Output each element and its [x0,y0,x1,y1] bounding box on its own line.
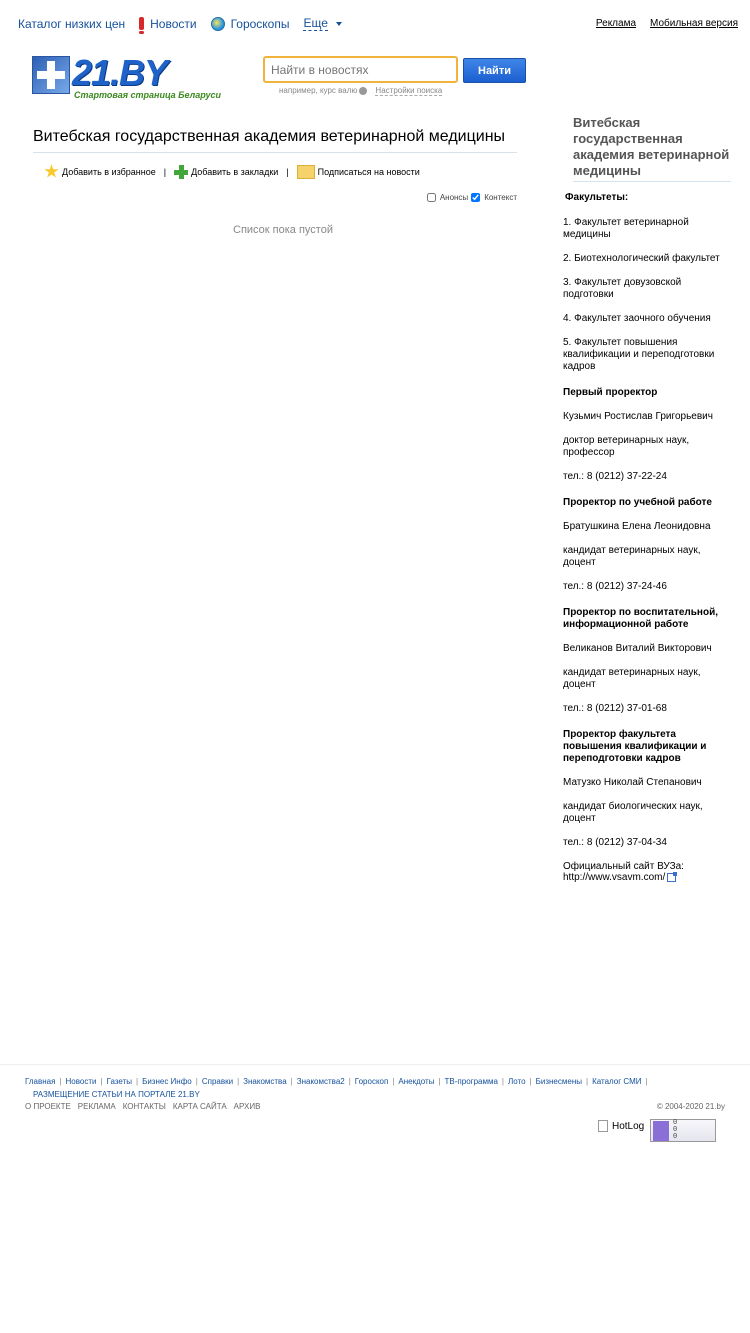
vice-rector-heading: Проректор по воспитательной, информационной работе [563,607,718,630]
news-nav-item[interactable] [139,17,196,31]
broken-image-icon [598,1120,608,1132]
vice-rector-name: Кузьмич Ростислав Григорьевич [563,411,713,422]
top-links [596,18,738,29]
vice-rector-phone: тел.: 8 (0212) 37-01-68 [563,703,667,714]
footer-bottom-links [25,1102,260,1111]
sidebar-title: Витебская государственная академия ветеринарной медицины [573,115,731,182]
copyright: © 2004-2020 21.by [656,1102,725,1111]
action-bar [44,164,420,179]
list-item: 2. Биотехнологический факультет [563,253,720,264]
footer-link-horoscope[interactable]: Гороскоп [354,1077,389,1086]
more-link[interactable]: Еще [303,16,328,30]
footer-link-business-info[interactable]: Бизнес Инфо [142,1077,192,1086]
hotlog-label: HotLog [612,1120,645,1132]
footer-about-link[interactable]: О ПРОЕКТЕ [25,1102,71,1111]
separator: | [645,1077,648,1086]
envelope-icon [297,165,315,179]
star-icon [44,164,59,179]
separator: | [237,1077,240,1086]
separator: | [438,1077,441,1086]
separator: | [348,1077,351,1086]
announcements-label: Анонсы [439,193,469,202]
separator: | [286,166,289,177]
vice-rector-heading: Проректор по учебной работе [563,497,712,508]
plus-icon [174,165,188,179]
footer-link-post-article[interactable]: РАЗМЕЩЕНИЕ СТАТЬИ НА ПОРТАЛЕ 21.BY [33,1090,200,1099]
footer-link-media-catalog[interactable]: Каталог СМИ [592,1077,642,1086]
vice-rector-block [563,729,731,849]
empty-list-message: Список пока пустой [233,224,333,236]
external-link-icon [667,873,676,882]
add-bookmarks-button[interactable] [174,165,278,179]
list-item: 1. Факультет ветеринарной медицины [563,217,689,240]
logo-brand: 21.BY [72,52,168,93]
hit-counter[interactable] [650,1119,716,1142]
faculties-list [563,217,731,373]
search-input[interactable] [263,56,458,83]
vice-rector-phone: тел.: 8 (0212) 37-04-34 [563,837,667,848]
counter-digit: 0 [673,1119,678,1127]
separator: | [195,1077,198,1086]
counter-digits [673,1120,677,1141]
announcements-checkbox[interactable] [427,193,436,202]
more-menu[interactable] [303,16,341,31]
footer-ads-link[interactable]: РЕКЛАМА [77,1102,116,1111]
official-site-link[interactable]: http://www.vsavm.com/ [563,872,666,883]
footer-archive-link[interactable]: АРХИВ [233,1102,261,1111]
separator: | [59,1077,62,1086]
vice-rector-phone: тел.: 8 (0212) 37-24-46 [563,581,667,592]
separator: | [586,1077,589,1086]
vice-rector-name: Братушкина Елена Леонидовна [563,521,711,532]
search-hint-text: например, курс валю [279,86,358,95]
faculties-heading: Факультеты: [565,192,629,203]
zodiac-icon [211,17,225,31]
vice-rector-block [563,497,731,593]
vice-rector-name: Матузко Николай Степанович [563,777,702,788]
filters [427,193,517,202]
vice-rector-degree: кандидат биологических наук, доцент [563,801,703,824]
vice-rector-degree: кандидат ветеринарных наук, доцент [563,545,701,568]
vice-rector-heading: Проректор факультета повышения квалификации и переподготовки кадров [563,729,707,764]
list-item: 4. Факультет заочного обучения [563,313,711,324]
hotlog-link[interactable] [598,1120,644,1132]
context-checkbox[interactable] [471,193,480,202]
top-nav [18,16,342,31]
official-site [563,861,731,883]
vice-rector-name: Великанов Виталий Викторович [563,643,712,654]
separator: | [392,1077,395,1086]
gear-icon [359,87,367,95]
subscribe-button[interactable] [297,165,420,179]
add-bookmarks-label: Добавить в закладки [191,166,279,177]
vice-rector-block [563,607,731,715]
footer-link-references[interactable]: Справки [201,1077,234,1086]
search-form [263,56,511,95]
ads-link[interactable]: Реклама [595,18,637,29]
separator: | [290,1077,293,1086]
official-site-label: Официальный сайт ВУЗа: [563,861,684,872]
vice-rector-degree: кандидат ветеринарных наук, доцент [563,667,701,690]
add-favorites-label: Добавить в избранное [62,166,156,177]
separator: | [136,1077,139,1086]
footer-link-lotto[interactable]: Лото [508,1077,526,1086]
exclamation-icon [139,17,144,30]
footer-link-newspapers[interactable]: Газеты [106,1077,132,1086]
logo-cross-icon [32,56,70,94]
footer [0,1064,750,1141]
footer-link-home[interactable]: Главная [25,1077,56,1086]
vice-rector-phone: тел.: 8 (0212) 37-22-24 [563,471,667,482]
footer-link-businessmen[interactable]: Бизнесмены [535,1077,582,1086]
page-title: Витебская государственная академия ветеринарной медицины [33,128,517,153]
footer-link-news[interactable]: Новости [65,1077,97,1086]
context-label: Контекст [484,193,517,202]
footer-link-tv[interactable]: ТВ-программа [444,1077,498,1086]
list-item: 5. Факультет повышения квалификации и переподготовки кадров [563,337,715,372]
footer-link-jokes[interactable]: Анекдоты [398,1077,435,1086]
separator: | [501,1077,504,1086]
site-logo[interactable] [32,54,242,104]
counter-digit: 0 [673,1133,678,1141]
search-button[interactable]: Найти [463,58,526,83]
counter-digit: 0 [673,1126,678,1134]
vice-rector-block [563,387,731,483]
counter-badge-icon [653,1121,669,1141]
logo-tagline: Стартовая страница Беларуси [74,90,222,100]
chevron-down-icon [336,22,342,26]
catalog-link[interactable]: Каталог низких цен [18,16,126,31]
footer-sitemap-link[interactable]: КАРТА САЙТА [172,1102,227,1111]
vice-rector-heading: Первый проректор [563,387,658,398]
footer-link-dating2[interactable]: Знакомства2 [296,1077,345,1086]
mobile-version-link[interactable]: Мобильная версия [650,18,738,29]
search-settings-link[interactable]: Настройки поиска [375,86,443,95]
add-favorites-button[interactable] [44,164,156,179]
separator: | [529,1077,532,1086]
vice-rector-degree: доктор ветеринарных наук, профессор [563,435,690,458]
separator: | [100,1077,103,1086]
footer-links [25,1075,705,1101]
sidebar [563,115,731,883]
separator: | [163,166,167,177]
horoscopes-link[interactable]: Гороскопы [230,16,290,31]
footer-contacts-link[interactable]: КОНТАКТЫ [122,1102,166,1111]
search-hint [279,86,442,95]
list-item: 3. Факультет довузовской подготовки [563,277,682,300]
subscribe-label: Подписаться на новости [317,166,420,177]
horoscopes-nav-item[interactable] [211,17,290,31]
news-link[interactable]: Новости [150,16,197,31]
footer-link-dating[interactable]: Знакомства [243,1077,287,1086]
